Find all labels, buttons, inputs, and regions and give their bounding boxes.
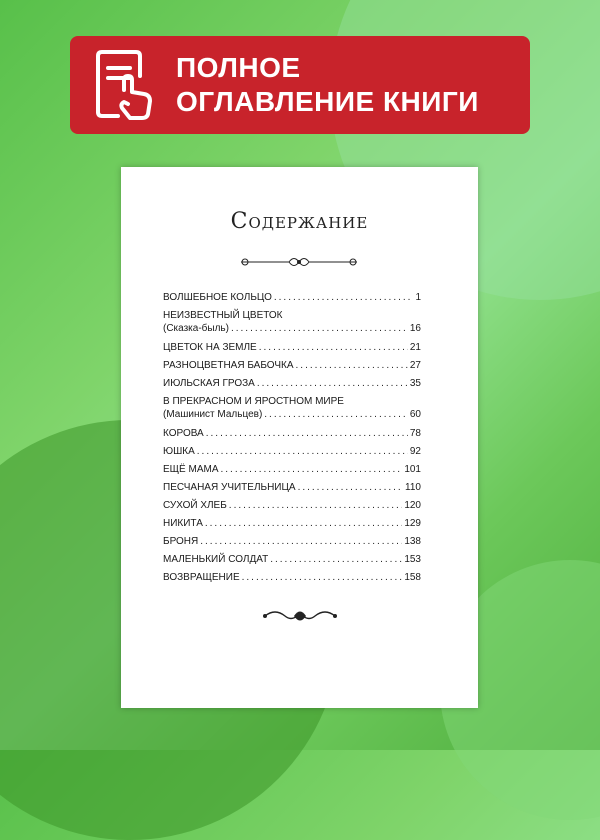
toc-leader-dots bbox=[298, 479, 403, 497]
toc-entry-subtitle: (Сказка-быль) bbox=[163, 323, 229, 334]
ornament-flourish-icon bbox=[261, 607, 339, 625]
toc-leader-dots bbox=[221, 461, 403, 479]
toc-entry bbox=[163, 515, 421, 533]
toc-entry bbox=[163, 375, 421, 393]
toc-entry bbox=[163, 497, 421, 515]
toc-entry-page: 35 bbox=[409, 378, 421, 389]
page-title: Содержание bbox=[230, 209, 369, 234]
toc-entry bbox=[163, 289, 421, 307]
toc-entry-title: В ПРЕКРАСНОМ И ЯРОСТНОМ МИРЕ bbox=[163, 396, 344, 407]
toc-entry-page: 101 bbox=[404, 464, 421, 475]
toc-leader-dots bbox=[229, 497, 403, 515]
toc-entry-title: СУХОЙ ХЛЕБ bbox=[163, 500, 227, 511]
banner-line-2: ОГЛАВЛЕНИЕ КНИГИ bbox=[176, 86, 479, 117]
toc-entry bbox=[163, 479, 421, 497]
toc-entry-page: 60 bbox=[409, 409, 421, 420]
toc-entry-title: БРОНЯ bbox=[163, 536, 199, 547]
toc-leader-dots bbox=[205, 515, 402, 533]
banner-line-1: ПОЛНОЕ bbox=[176, 52, 301, 83]
toc-leader-dots bbox=[270, 551, 402, 569]
toc-entry-page: 27 bbox=[409, 360, 421, 371]
toc-entry-title: ЕЩЁ МАМА bbox=[163, 464, 219, 475]
toc-entry bbox=[163, 551, 421, 569]
toc-entry-page: 92 bbox=[409, 446, 421, 457]
book-page bbox=[121, 167, 478, 708]
toc-entry-page: 153 bbox=[404, 554, 421, 565]
toc-leader-dots bbox=[200, 533, 402, 551]
toc-entry-subtitle: (Машинист Мальцев) bbox=[163, 409, 263, 420]
toc-leader-dots bbox=[264, 408, 408, 421]
toc-leader-dots bbox=[296, 357, 408, 375]
toc-entry-title: ВОЛШЕБНОЕ КОЛЬЦО bbox=[163, 292, 272, 303]
toc-entry-page: 1 bbox=[415, 292, 421, 303]
toc-entry-page: 158 bbox=[404, 572, 421, 583]
toc-entry-title: НЕИЗВЕСТНЫЙ ЦВЕТОК bbox=[163, 310, 283, 321]
document-hand-icon bbox=[84, 46, 162, 124]
toc-entry-page: 129 bbox=[404, 518, 421, 529]
toc-entry-title: МАЛЕНЬКИЙ СОЛДАТ bbox=[163, 554, 269, 565]
toc-leader-dots bbox=[257, 375, 408, 393]
toc-leader-dots bbox=[274, 289, 414, 307]
toc-entry bbox=[163, 443, 421, 461]
toc-entry-title: ПЕСЧАНАЯ УЧИТЕЛЬНИЦА bbox=[163, 482, 296, 493]
toc-leader-dots bbox=[197, 443, 408, 461]
toc-entry-page: 78 bbox=[409, 428, 421, 439]
toc-entry bbox=[163, 393, 421, 425]
toc-entry-page: 110 bbox=[405, 482, 421, 493]
toc-entry-title: ВОЗВРАЩЕНИЕ bbox=[163, 572, 240, 583]
toc-entry bbox=[163, 569, 421, 587]
promo-banner bbox=[70, 36, 530, 134]
banner-title bbox=[176, 51, 479, 119]
toc-entry bbox=[163, 425, 421, 443]
table-of-contents bbox=[163, 289, 421, 587]
toc-entry bbox=[163, 357, 421, 375]
toc-leader-dots bbox=[206, 425, 408, 443]
toc-entry-page: 16 bbox=[409, 323, 421, 334]
toc-entry bbox=[163, 533, 421, 551]
toc-entry-page: 138 bbox=[404, 536, 421, 547]
toc-entry-title: ИЮЛЬСКАЯ ГРОЗА bbox=[163, 378, 255, 389]
toc-entry bbox=[163, 461, 421, 479]
toc-leader-dots bbox=[242, 569, 403, 587]
toc-entry-title: КОРОВА bbox=[163, 428, 204, 439]
toc-entry-page: 21 bbox=[409, 342, 421, 353]
toc-entry bbox=[163, 307, 421, 339]
toc-entry-title: ЮШКА bbox=[163, 446, 195, 457]
toc-entry-title: ЦВЕТОК НА ЗЕМЛЕ bbox=[163, 342, 257, 353]
ornament-divider-icon bbox=[239, 253, 359, 271]
toc-entry-title: НИКИТА bbox=[163, 518, 203, 529]
toc-entry bbox=[163, 339, 421, 357]
toc-leader-dots bbox=[259, 339, 408, 357]
toc-leader-dots bbox=[231, 322, 408, 335]
toc-entry-title: РАЗНОЦВЕТНАЯ БАБОЧКА bbox=[163, 360, 294, 371]
toc-entry-page: 120 bbox=[404, 500, 421, 511]
